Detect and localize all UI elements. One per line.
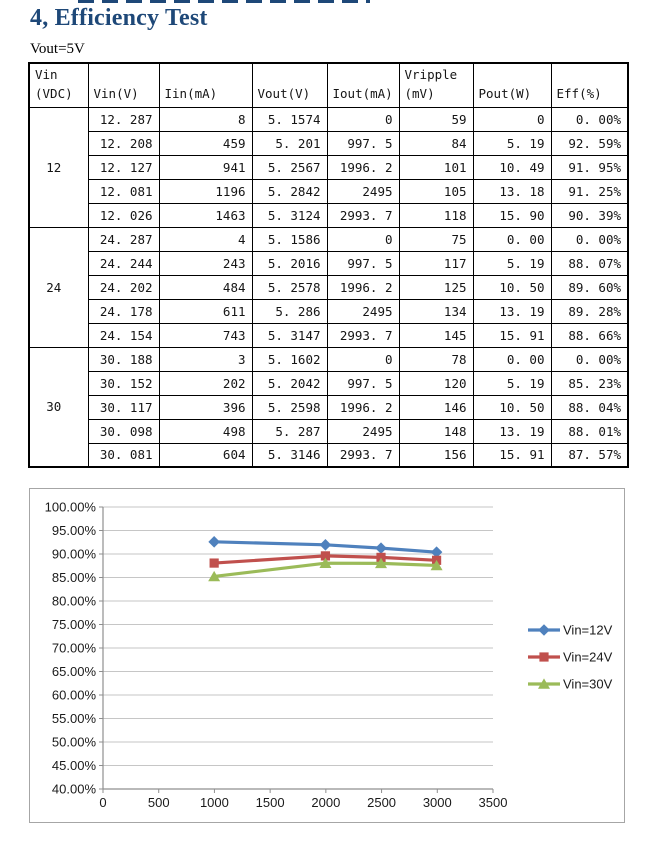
x-tick-label: 3500: [478, 795, 508, 810]
column-header-2: Iin(mA): [159, 63, 252, 107]
table-cell: 12. 287: [88, 107, 159, 131]
table-cell: 15. 91: [473, 323, 551, 347]
table-cell: 0: [473, 107, 551, 131]
table-row: [29, 227, 628, 251]
table-cell: 5. 19: [473, 131, 551, 155]
column-header-7: Eff(%): [551, 63, 628, 107]
table-cell: 15. 91: [473, 443, 551, 467]
table-cell: 91. 25%: [551, 179, 628, 203]
table-cell: 997. 5: [327, 131, 399, 155]
column-header-6: Pout(W): [473, 63, 551, 107]
table-cell: 24. 178: [88, 299, 159, 323]
y-tick-label: 50.00%: [51, 734, 96, 750]
table-cell: 5. 286: [252, 299, 327, 323]
table-cell: 5. 201: [252, 131, 327, 155]
marker-diamond-icon: [208, 536, 220, 548]
table-cell: 89. 60%: [551, 275, 628, 299]
table-cell: 5. 3146: [252, 443, 327, 467]
table-cell: 5. 2842: [252, 179, 327, 203]
table-cell: 92. 59%: [551, 131, 628, 155]
table-cell: 118: [399, 203, 473, 227]
y-tick-label: 60.00%: [51, 687, 96, 703]
table-cell: 0. 00%: [551, 227, 628, 251]
table-cell: 117: [399, 251, 473, 275]
table-cell: 148: [399, 419, 473, 443]
table-cell: 5. 2567: [252, 155, 327, 179]
y-tick-label: 85.00%: [51, 570, 96, 585]
table-cell: 10. 50: [473, 395, 551, 419]
table-cell: 90. 39%: [551, 203, 628, 227]
table-cell: 12. 081: [88, 179, 159, 203]
table-cell: 5. 287: [252, 419, 327, 443]
table-cell: 13. 19: [473, 419, 551, 443]
table-row: [29, 203, 628, 227]
table-cell: 743: [159, 323, 252, 347]
table-cell: 125: [399, 275, 473, 299]
table-cell: 30. 117: [88, 395, 159, 419]
table-cell: 604: [159, 443, 252, 467]
table-cell: 5. 2042: [252, 371, 327, 395]
table-cell: 5. 3147: [252, 323, 327, 347]
table-cell: 89. 28%: [551, 299, 628, 323]
vin-group-cell: 12: [29, 107, 88, 227]
table-cell: 145: [399, 323, 473, 347]
table-cell: 75: [399, 227, 473, 251]
table-cell: 484: [159, 275, 252, 299]
column-header-5: Vripple (mV): [399, 63, 473, 107]
table-cell: 4: [159, 227, 252, 251]
table-cell: 941: [159, 155, 252, 179]
efficiency-line-chart: [30, 489, 624, 822]
table-cell: 5. 2578: [252, 275, 327, 299]
table-row: [29, 419, 628, 443]
section-title: 4, Efficiency Test: [30, 5, 208, 31]
table-cell: 2993. 7: [327, 323, 399, 347]
table-cell: 30. 188: [88, 347, 159, 371]
table-cell: 5. 19: [473, 251, 551, 275]
table-cell: 611: [159, 299, 252, 323]
table-row: [29, 443, 628, 467]
marker-diamond-icon: [375, 542, 387, 554]
table-row: [29, 179, 628, 203]
table-cell: 2495: [327, 179, 399, 203]
column-header-0: Vin (VDC): [29, 63, 88, 107]
table-cell: 243: [159, 251, 252, 275]
column-header-3: Vout(V): [252, 63, 327, 107]
table-cell: 88. 07%: [551, 251, 628, 275]
table-cell: 5. 1574: [252, 107, 327, 131]
table-cell: 2495: [327, 419, 399, 443]
x-tick-label: 2500: [367, 795, 397, 810]
table-cell: 30. 081: [88, 443, 159, 467]
table-cell: 120: [399, 371, 473, 395]
efficiency-chart-frame: [29, 488, 625, 823]
table-cell: 1463: [159, 203, 252, 227]
y-tick-label: 90.00%: [51, 546, 96, 562]
y-tick-label: 65.00%: [51, 664, 96, 679]
table-cell: 10. 49: [473, 155, 551, 179]
table-cell: 5. 2016: [252, 251, 327, 275]
marker-diamond-icon: [320, 539, 332, 551]
table-cell: 8: [159, 107, 252, 131]
table-cell: 87. 57%: [551, 443, 628, 467]
table-cell: 0. 00: [473, 347, 551, 371]
cutoff-text-fragment: [78, 0, 370, 3]
table-cell: 88. 01%: [551, 419, 628, 443]
table-cell: 12. 026: [88, 203, 159, 227]
table-row: [29, 275, 628, 299]
table-cell: 59: [399, 107, 473, 131]
table-cell: 2993. 7: [327, 203, 399, 227]
table-row: [29, 347, 628, 371]
legend-label: Vin=24V: [563, 649, 613, 665]
table-cell: 30. 152: [88, 371, 159, 395]
table-row: [29, 251, 628, 275]
table-cell: 498: [159, 419, 252, 443]
table-cell: 24. 244: [88, 251, 159, 275]
table-cell: 15. 90: [473, 203, 551, 227]
table-cell: 5. 2598: [252, 395, 327, 419]
table-cell: 3: [159, 347, 252, 371]
table-cell: 1996. 2: [327, 275, 399, 299]
table-row: [29, 131, 628, 155]
table-cell: 12. 208: [88, 131, 159, 155]
table-row: [29, 107, 628, 131]
table-row: [29, 323, 628, 347]
table-cell: 10. 50: [473, 275, 551, 299]
x-tick-label: 3000: [422, 795, 452, 810]
table-cell: 134: [399, 299, 473, 323]
table-cell: 997. 5: [327, 371, 399, 395]
y-tick-label: 80.00%: [51, 593, 96, 609]
table-cell: 0: [327, 227, 399, 251]
table-cell: 459: [159, 131, 252, 155]
table-cell: 146: [399, 395, 473, 419]
efficiency-table: [28, 62, 629, 468]
y-tick-label: 75.00%: [51, 617, 96, 632]
marker-square-icon: [210, 558, 219, 567]
table-cell: 2495: [327, 299, 399, 323]
marker-diamond-icon: [538, 624, 550, 636]
table-cell: 1196: [159, 179, 252, 203]
table-cell: 30. 098: [88, 419, 159, 443]
vin-group-cell: 24: [29, 227, 88, 347]
y-tick-label: 70.00%: [51, 640, 96, 656]
y-tick-label: 95.00%: [51, 523, 96, 538]
y-tick-label: 55.00%: [51, 711, 96, 726]
x-tick-label: 500: [147, 795, 170, 810]
marker-square-icon: [539, 652, 548, 661]
table-cell: 0: [327, 107, 399, 131]
table-cell: 78: [399, 347, 473, 371]
table-cell: 202: [159, 371, 252, 395]
table-cell: 105: [399, 179, 473, 203]
table-cell: 13. 19: [473, 299, 551, 323]
table-cell: 101: [399, 155, 473, 179]
y-tick-label: 45.00%: [51, 758, 96, 773]
table-cell: 0. 00%: [551, 107, 628, 131]
y-tick-label: 40.00%: [51, 781, 96, 797]
x-tick-label: 2000: [311, 795, 341, 810]
x-tick-label: 0: [99, 795, 107, 810]
table-cell: 156: [399, 443, 473, 467]
table-cell: 0: [327, 347, 399, 371]
table-cell: 84: [399, 131, 473, 155]
table-row: [29, 155, 628, 179]
legend-label: Vin=12V: [563, 622, 613, 638]
y-tick-label: 100.00%: [44, 499, 96, 515]
table-cell: 5. 3124: [252, 203, 327, 227]
table-row: [29, 395, 628, 419]
vin-group-cell: 30: [29, 347, 88, 467]
table-cell: 2993. 7: [327, 443, 399, 467]
table-cell: 12. 127: [88, 155, 159, 179]
table-header-row: [29, 63, 628, 107]
table-cell: 85. 23%: [551, 371, 628, 395]
table-cell: 0. 00: [473, 227, 551, 251]
table-cell: 1996. 2: [327, 395, 399, 419]
legend-label: Vin=30V: [563, 676, 613, 692]
table-cell: 24. 287: [88, 227, 159, 251]
vout-condition-label: Vout=5V: [30, 41, 85, 57]
table-row: [29, 371, 628, 395]
column-header-4: Iout(mA): [327, 63, 399, 107]
table-cell: 997. 5: [327, 251, 399, 275]
table-cell: 88. 04%: [551, 395, 628, 419]
table-cell: 24. 202: [88, 275, 159, 299]
table-cell: 13. 18: [473, 179, 551, 203]
table-cell: 5. 1602: [252, 347, 327, 371]
table-cell: 24. 154: [88, 323, 159, 347]
table-cell: 0. 00%: [551, 347, 628, 371]
column-header-1: Vin(V): [88, 63, 159, 107]
table-cell: 396: [159, 395, 252, 419]
x-tick-label: 1000: [199, 795, 229, 810]
table-cell: 5. 19: [473, 371, 551, 395]
table-cell: 91. 95%: [551, 155, 628, 179]
table-cell: 88. 66%: [551, 323, 628, 347]
table-row: [29, 299, 628, 323]
table-cell: 5. 1586: [252, 227, 327, 251]
table-cell: 1996. 2: [327, 155, 399, 179]
x-tick-label: 1500: [255, 795, 285, 810]
